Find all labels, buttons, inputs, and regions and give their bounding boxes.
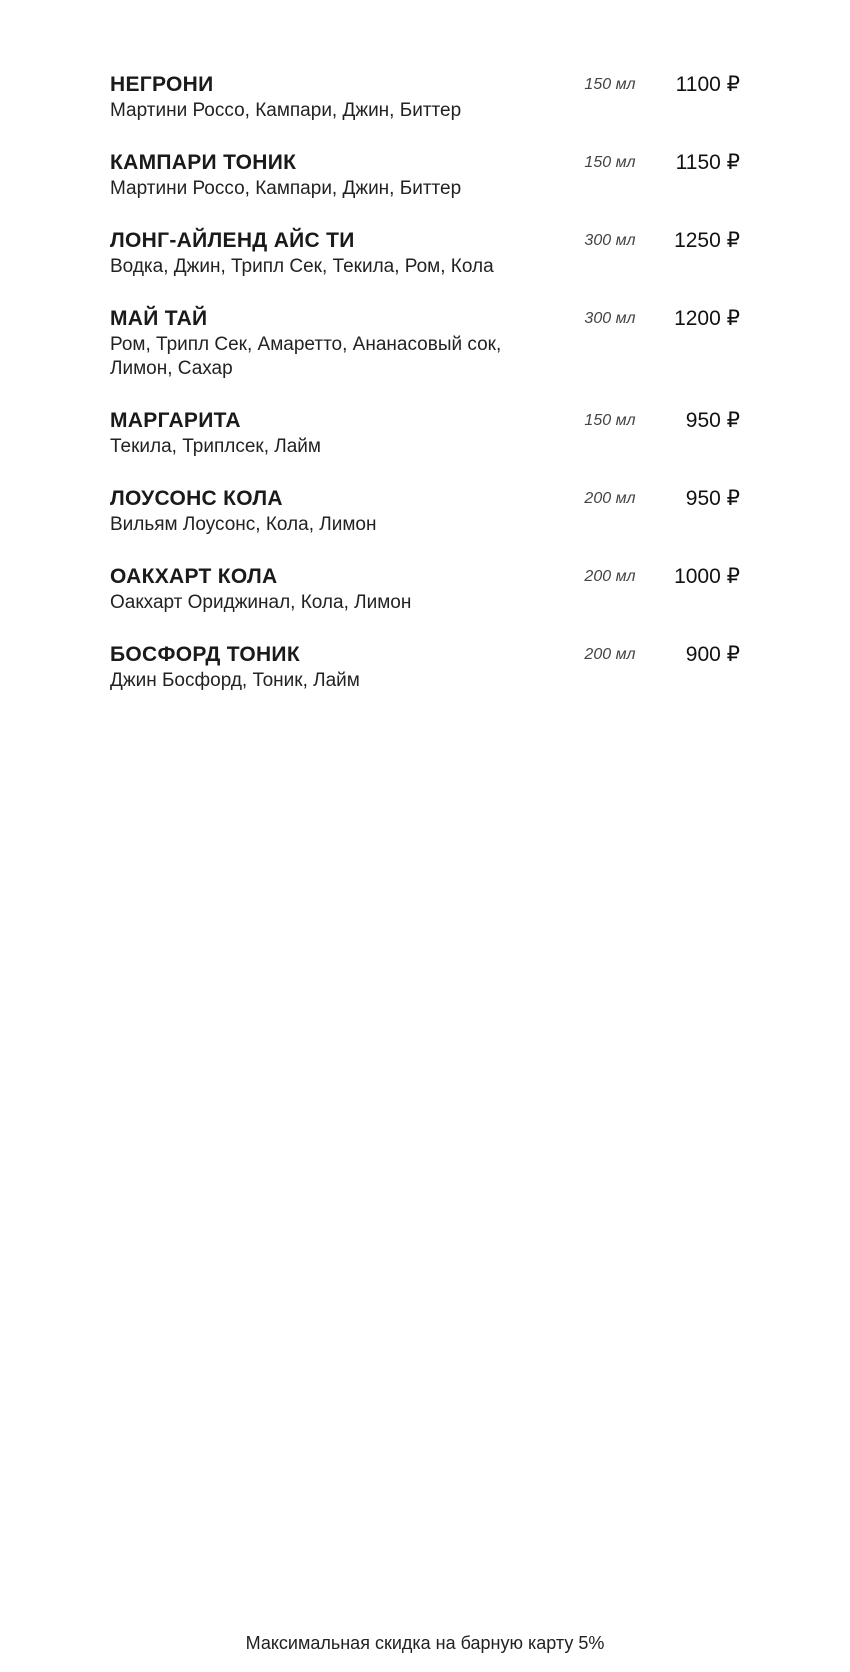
menu-item-oakheart-cola bbox=[110, 564, 740, 642]
item-price: 950 ₽ bbox=[685, 409, 740, 432]
item-price: 1200 ₽ bbox=[674, 307, 740, 330]
item-description: Оакхарт Ориджинал, Кола, Лимон bbox=[110, 592, 412, 613]
item-volume: 150 мл bbox=[584, 154, 636, 171]
menu-item-bosford-tonic bbox=[110, 642, 740, 720]
menu-item-mai-tai bbox=[110, 306, 740, 408]
item-name: МАРГАРИТА bbox=[110, 409, 241, 432]
cocktail-menu-list bbox=[110, 72, 740, 720]
item-price: 1100 ₽ bbox=[675, 73, 740, 96]
item-price: 1250 ₽ bbox=[674, 229, 740, 252]
discount-note: Максимальная скидка на барную карту 5% bbox=[245, 1633, 605, 1653]
menu-item-lawsons-cola bbox=[110, 486, 740, 564]
item-description: Ром, Трипл Сек, Амаретто, Ананасовый сок, Лимон, Сахар bbox=[110, 334, 502, 379]
item-description: Мартини Россо, Кампари, Джин, Биттер bbox=[110, 178, 462, 199]
item-name: КАМПАРИ ТОНИК bbox=[110, 151, 297, 174]
item-price: 1150 ₽ bbox=[675, 151, 740, 174]
item-description: Вильям Лоусонс, Кола, Лимон bbox=[110, 514, 377, 535]
item-description: Текила, Триплсек, Лайм bbox=[110, 436, 321, 457]
item-volume: 300 мл bbox=[584, 232, 636, 249]
item-price: 900 ₽ bbox=[685, 643, 740, 666]
item-name: БОСФОРД ТОНИК bbox=[110, 643, 300, 666]
menu-item-margarita bbox=[110, 408, 740, 486]
item-description: Мартини Россо, Кампари, Джин, Биттер bbox=[110, 100, 462, 121]
item-price: 1000 ₽ bbox=[674, 565, 740, 588]
item-name: ЛОНГ-АЙЛЕНД АЙС ТИ bbox=[110, 229, 355, 252]
item-name: МАЙ ТАЙ bbox=[110, 307, 208, 330]
item-description: Водка, Джин, Трипл Сек, Текила, Ром, Кола bbox=[110, 256, 494, 277]
item-name: ОАКХАРТ КОЛА bbox=[110, 565, 278, 588]
item-volume: 200 мл bbox=[584, 646, 636, 663]
item-volume: 200 мл bbox=[584, 490, 636, 507]
item-volume: 200 мл bbox=[584, 568, 636, 585]
item-price: 950 ₽ bbox=[685, 487, 740, 510]
item-volume: 150 мл bbox=[584, 412, 636, 429]
item-volume: 300 мл bbox=[584, 310, 636, 327]
item-name: НЕГРОНИ bbox=[110, 73, 214, 96]
menu-item-campari-tonic bbox=[110, 150, 740, 228]
menu-item-negroni bbox=[110, 72, 740, 150]
item-volume: 150 мл bbox=[584, 76, 636, 93]
item-name: ЛОУСОНС КОЛА bbox=[110, 487, 283, 510]
item-description: Джин Босфорд, Тоник, Лайм bbox=[110, 670, 360, 691]
menu-item-long-island bbox=[110, 228, 740, 306]
